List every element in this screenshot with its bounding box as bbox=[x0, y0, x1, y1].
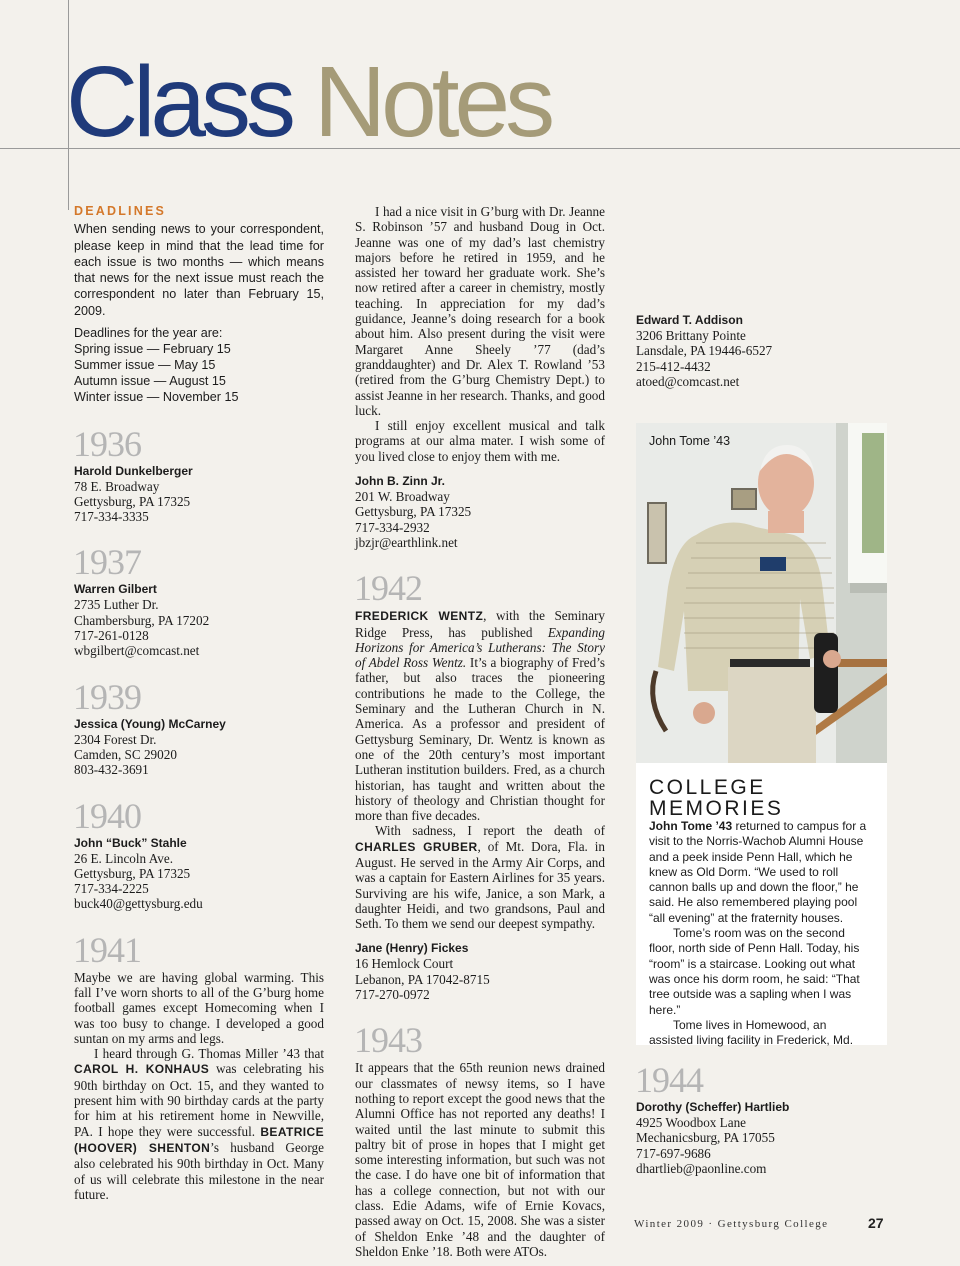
column-3 bbox=[636, 204, 887, 389]
correspondent-name: Harold Dunkelberger bbox=[74, 463, 193, 478]
text-run: ’s husband George also celebrated his 90th birthday in Oct. Many of us will celebrate this milestone in the near future. bbox=[74, 1139, 324, 1202]
address-line: Gettysburg, PA 17325 bbox=[74, 493, 191, 509]
address-line: Gettysburg, PA 17325 bbox=[355, 504, 472, 520]
year-heading-1944: 1944 bbox=[635, 1060, 703, 1100]
phone: 717-334-3335 bbox=[74, 509, 149, 525]
address-line: Mechanicsburg, PA 17055 bbox=[636, 1130, 775, 1146]
email-link[interactable]: jbzjr@earthlink.net bbox=[355, 534, 458, 550]
page-title bbox=[66, 46, 551, 158]
email-link[interactable]: dhartlieb@paonline.com bbox=[636, 1160, 767, 1176]
address-line: Lebanon, PA 17042-8715 bbox=[355, 971, 490, 987]
phone: 717-334-2225 bbox=[74, 881, 149, 897]
column-1 bbox=[74, 204, 324, 1202]
year-heading-1937: 1937 bbox=[73, 542, 141, 583]
correspondent-block bbox=[355, 941, 605, 1002]
email-link[interactable]: atoed@comcast.net bbox=[636, 373, 740, 389]
sidebar-heading-line: COLLEGE bbox=[649, 776, 766, 799]
year-heading-1941: 1941 bbox=[73, 929, 141, 970]
text-run: I heard through G. Thomas Miller ’43 that bbox=[94, 1046, 324, 1062]
footer-running-title: Winter 2009 · Gettysburg College bbox=[634, 1218, 829, 1230]
year-heading-1940: 1940 bbox=[73, 795, 141, 836]
address-line: 201 W. Broadway bbox=[355, 489, 450, 505]
sidebar-body bbox=[649, 819, 871, 1048]
text-run: It’s a biography of Fred’s father, but also traces the pioneering contributions he made to the College, the Seminary and the Lutheran Church in N. America. As a professor and president of Gettysburg Seminary, Dr. Wentz is known as one of the 20th century’s most important Lutheran institution builders. Fred, as a church historian, has taught and written about the history of theology and Christian thought for more than five decades. bbox=[355, 655, 605, 824]
correspondent-address bbox=[74, 851, 324, 912]
text-run: With sadness, I report the death of bbox=[375, 823, 605, 839]
address-line: 26 E. Lincoln Ave. bbox=[74, 850, 174, 866]
correspondent-address bbox=[636, 328, 887, 389]
sidebar-heading bbox=[649, 777, 783, 819]
deadlines-list bbox=[74, 325, 324, 405]
book-title: Expanding Horizons for America’s Lutherans: The Story of Abdel Ross Wentz. bbox=[355, 624, 605, 671]
correspondent-address bbox=[636, 1115, 887, 1176]
correspondent-address bbox=[74, 479, 324, 525]
deadlines-body: When sending news to your correspondent, please keep in mind that the lead time for each issue is two months — which means that news for the next issue must reach the correspondent no later than February 15, 2009. bbox=[74, 222, 324, 318]
continued-text-space bbox=[636, 204, 887, 313]
alumnus-name: John Tome ’43 bbox=[649, 819, 733, 833]
deadlines-heading: DEADLINES bbox=[74, 204, 167, 218]
alumnus-name: BEATRICE (HOOVER) SHENTON bbox=[74, 1124, 324, 1155]
deadline-item: Autumn issue — August 15 bbox=[74, 374, 226, 389]
email-link[interactable]: buck40@gettysburg.edu bbox=[74, 896, 203, 912]
year-heading-1942: 1942 bbox=[354, 568, 422, 609]
portrait-illustration bbox=[636, 423, 887, 763]
correspondent-name: Edward T. Addison bbox=[636, 313, 743, 327]
column-2 bbox=[355, 204, 605, 1259]
year-heading-1943: 1943 bbox=[354, 1020, 422, 1061]
note-paragraph bbox=[355, 823, 605, 931]
phone: 717-697-9686 bbox=[636, 1145, 711, 1161]
year-heading-1936: 1936 bbox=[73, 423, 141, 464]
section-1944 bbox=[636, 1062, 887, 1176]
text-run: returned to campus for a visit to the Norris-Wachob Alumni House and a peek inside Penn Hall, which he knew as Old Dorm. “We used to roll cannon balls up and down the floor,” he said. He also remembered playing pool “all evening” at the fraternity houses. bbox=[649, 819, 867, 925]
address-line: 78 E. Broadway bbox=[74, 478, 160, 494]
note-paragraph: I had a nice visit in G’burg with Dr. Jeanne S. Robinson ’57 and husband Doug in Oct. Jeanne was one of my dad’s last chemistry majors before he retired in 1959, and he assisted her toward her graduate work. She’s now retired after a career in chemistry, mostly teaching. In appreciation for my dad’s guidance, Jeanne’s doing research for a book about him. Also present during the visit were Margaret Anne Sheely ’77 (dad’s granddaughter) and Dr. Alex T. Rowland ’53 (retired from the G’burg Chemistry Dept.) to assist Jeanne in her research. Thanks, and good luck. bbox=[355, 204, 605, 418]
correspondent-address bbox=[74, 597, 324, 658]
address-line: 4925 Woodbox Lane bbox=[636, 1115, 747, 1130]
title-notes: Notes bbox=[313, 46, 551, 158]
phone: 717-261-0128 bbox=[74, 628, 149, 644]
photo-john-tome bbox=[636, 423, 887, 763]
phone: 717-334-2932 bbox=[355, 519, 430, 535]
text-run: , of Mt. Dora, Fla. in August. He served in the Army Air Corps, and was a captain for Eastern Airlines for 35 years. Surviving are his wife, Janice, a son Mark, a daughter Heidi, and two grandsons, Paul and Seth. To them we send our deepest sympathy. bbox=[355, 838, 605, 932]
note-paragraph: Maybe we are having global warming. This fall I’ve worn shorts to all of the G’burg home football games except Homecoming when I was too busy to change. I developed a good suntan on my arms and legs. bbox=[74, 969, 324, 1046]
correspondent-address bbox=[355, 489, 605, 550]
note-paragraph bbox=[355, 608, 605, 823]
sidebar-paragraph: Tome’s room was on the second floor, north side of Penn Hall. Today, his “room” is a staircase. Looking out what was once his dorm room, he said: “That tree outside was a sapling when I was here.” bbox=[649, 926, 860, 1017]
title-class: Class bbox=[66, 46, 292, 158]
text-run: , with the Seminary Ridge Press, has published bbox=[355, 608, 605, 640]
address-line: 2304 Forest Dr. bbox=[74, 731, 157, 747]
note-paragraph: It appears that the 65th reunion news drained our classmates of newsy items, so I have nothing to report except the good news that the Alumni Office has not reported any deaths! I waited until the last minute to submit this paltry bit of prose in hopes that I might get some interesting information, but such was not the case. I do have one bit of information that has a college connection, but not with our class. Edie Adams, wife of Ernie Kovacs, passed away on Oct. 15, 2008. She was a sister of Sheldon Enke ’48 and the daughter of Sheldon Enke ’18. Both were ATOs. bbox=[355, 1060, 605, 1259]
photo-caption: John Tome ’43 bbox=[649, 434, 731, 448]
year-heading-1939: 1939 bbox=[73, 676, 141, 717]
address-line: 3206 Brittany Pointe bbox=[636, 328, 746, 343]
address-line: Camden, SC 29020 bbox=[74, 746, 177, 762]
deadline-item: Winter issue — November 15 bbox=[74, 390, 239, 405]
email-link[interactable]: wbgilbert@comcast.net bbox=[74, 643, 200, 659]
deadlines-intro: Deadlines for the year are: bbox=[74, 326, 223, 341]
sidebar-paragraph bbox=[649, 819, 871, 926]
sidebar-paragraph: Tome lives in Homewood, an assisted living facility in Frederick, Md. bbox=[649, 1017, 854, 1048]
address-line: Gettysburg, PA 17325 bbox=[74, 865, 191, 881]
correspondent-name: Warren Gilbert bbox=[74, 582, 157, 597]
correspondent-block bbox=[355, 474, 605, 550]
correspondent-name: Jane (Henry) Fickes bbox=[355, 941, 469, 956]
phone: 215-412-4432 bbox=[636, 358, 711, 374]
text-run: was celebrating his 90th birthday on Oct. 15, and they wanted to present him with 90 birthday cards at the party for him at his retirement home in Newville, PA. I hope they were successful. bbox=[74, 1061, 324, 1139]
correspondent-name: John “Buck” Stahle bbox=[74, 835, 187, 850]
address-line: 16 Hemlock Court bbox=[355, 956, 454, 972]
address-line: Lansdale, PA 19446-6527 bbox=[636, 343, 773, 359]
correspondent-address bbox=[74, 732, 324, 778]
deadline-item: Spring issue — February 15 bbox=[74, 342, 231, 357]
alumnus-name: CHARLES GRUBER bbox=[355, 839, 478, 854]
phone: 803-432-3691 bbox=[74, 762, 149, 778]
correspondent-address bbox=[355, 956, 605, 1002]
phone: 717-270-0972 bbox=[355, 987, 430, 1003]
alumnus-name: CAROL H. KONHAUS bbox=[74, 1062, 210, 1077]
name-badge-icon bbox=[760, 557, 786, 571]
correspondent-name: Jessica (Young) McCarney bbox=[74, 716, 226, 731]
address-line: Chambersburg, PA 17202 bbox=[74, 612, 210, 628]
page-number: 27 bbox=[868, 1215, 884, 1231]
note-paragraph: I still enjoy excellent musical and talk programs at our alma mater. I wish some of you lived close to enjoy them with me. bbox=[355, 418, 605, 464]
note-paragraph bbox=[74, 1046, 324, 1202]
correspondent-name: John B. Zinn Jr. bbox=[355, 474, 446, 489]
sidebar-heading-line: MEMORIES bbox=[649, 797, 784, 820]
correspondent-name: Dorothy (Scheffer) Hartlieb bbox=[636, 1100, 790, 1114]
deadline-item: Summer issue — May 15 bbox=[74, 358, 216, 373]
alumnus-name: FREDERICK WENTZ bbox=[355, 609, 484, 624]
address-line: 2735 Luther Dr. bbox=[74, 597, 159, 613]
